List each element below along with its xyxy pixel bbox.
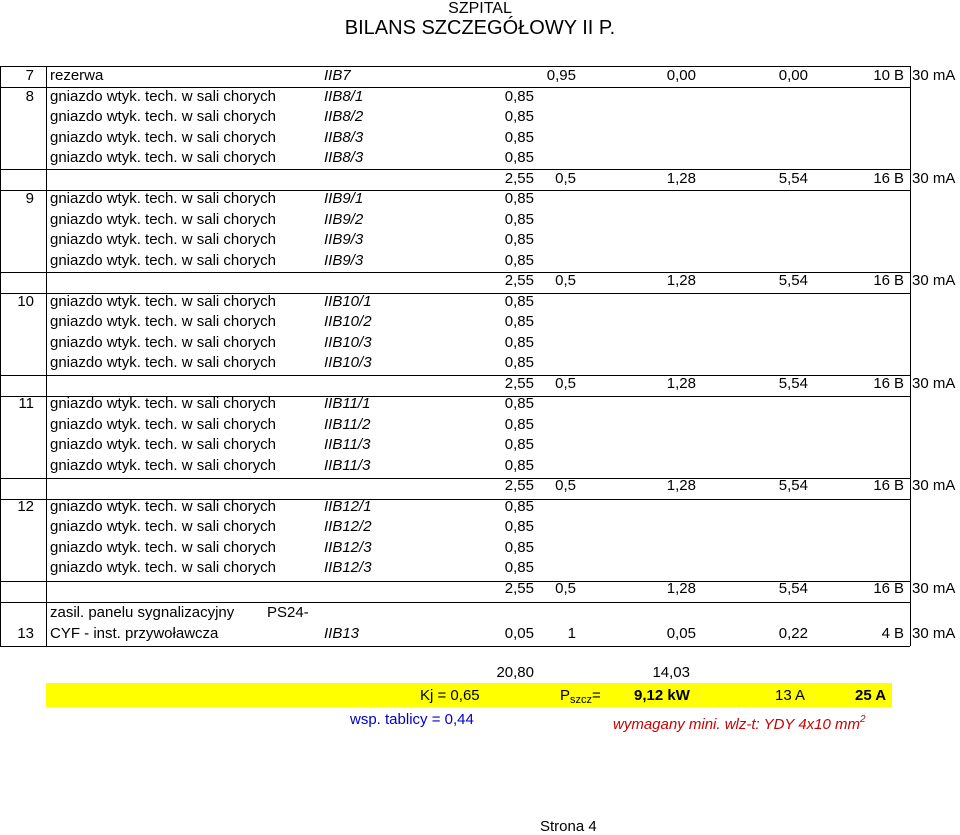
header-line1: SZPITAL bbox=[448, 0, 512, 17]
cell-b: 0,00 bbox=[778, 67, 808, 84]
cell-code: IIB11/1 bbox=[324, 395, 371, 412]
cell-p: 0,85 bbox=[504, 539, 534, 556]
cell-code: IIB12/3 bbox=[324, 559, 372, 576]
cell-lp: 7 bbox=[25, 67, 34, 84]
cell-code: IIB11/2 bbox=[324, 416, 371, 433]
cell-code: IIB9/3 bbox=[324, 231, 364, 248]
cell-code: IIB10/3 bbox=[324, 334, 372, 351]
cell-pi: 0,5 bbox=[555, 170, 576, 187]
cell-prot: 16 bbox=[873, 170, 890, 187]
cell-name: gniazdo wtyk. tech. w sali chorych bbox=[50, 313, 276, 330]
cell-name: gniazdo wtyk. tech. w sali chorych bbox=[50, 436, 276, 453]
cell-lp: 8 bbox=[25, 88, 34, 105]
table-rule bbox=[0, 499, 910, 500]
cell-p: 0,85 bbox=[504, 88, 534, 105]
fuse-value: 25 A bbox=[855, 687, 887, 704]
cell-code: IIB10/1 bbox=[324, 293, 372, 310]
cell-lp: 11 bbox=[18, 395, 34, 412]
cell-p: 2,55 bbox=[504, 375, 534, 392]
cell-ch: B bbox=[894, 272, 905, 289]
cell-b: 5,54 bbox=[778, 375, 808, 392]
cell-a: 1,28 bbox=[666, 477, 696, 494]
cell-name: gniazdo wtyk. tech. w sali chorych bbox=[50, 416, 276, 433]
cell-pi: 0,5 bbox=[555, 375, 576, 392]
row13-name-line1b: PS24- bbox=[267, 604, 309, 621]
cell-code: IIB8/3 bbox=[324, 149, 364, 166]
total-a: 14,03 bbox=[652, 664, 690, 681]
table-rule bbox=[0, 293, 910, 294]
cell-code: IIB11/3 bbox=[324, 457, 371, 474]
cell-b: 5,54 bbox=[778, 477, 808, 494]
table-rule bbox=[0, 87, 910, 88]
cell-code: IIB8/2 bbox=[324, 108, 364, 125]
cell-p: 0,85 bbox=[504, 190, 534, 207]
row13-name-line2: CYF - inst. przywoławcza bbox=[50, 625, 219, 642]
pszcz-value: 9,12 kW bbox=[634, 687, 690, 704]
cell-name: gniazdo wtyk. tech. w sali chorych bbox=[50, 498, 276, 515]
cell-p: 2,55 bbox=[504, 272, 534, 289]
cell-ch: B bbox=[894, 375, 905, 392]
cell-rcd: 30 mA bbox=[912, 170, 956, 187]
cell-b: 5,54 bbox=[778, 272, 808, 289]
cell-prot: 16 bbox=[873, 477, 890, 494]
cell-p: 0,85 bbox=[504, 559, 534, 576]
cell-name: gniazdo wtyk. tech. w sali chorych bbox=[50, 108, 276, 125]
cell-lp: 10 bbox=[17, 293, 34, 310]
cell-code: IIB12/1 bbox=[324, 498, 372, 515]
cell-name: gniazdo wtyk. tech. w sali chorych bbox=[50, 129, 276, 146]
cell-a: 1,28 bbox=[666, 170, 696, 187]
cell-prot: 16 bbox=[873, 272, 890, 289]
cell-p: 0,85 bbox=[504, 395, 534, 412]
table-vrule bbox=[46, 66, 47, 646]
row13-ch: B bbox=[894, 625, 905, 642]
pszcz-label: $P_{szcz}=$ bbox=[560, 687, 601, 706]
cell-p: 2,55 bbox=[504, 170, 534, 187]
row13-p: 0,05 bbox=[504, 625, 534, 642]
cell-name: gniazdo wtyk. tech. w sali chorych bbox=[50, 354, 276, 371]
cell-p: 0,85 bbox=[504, 498, 534, 515]
table-rule bbox=[0, 169, 910, 170]
cell-p: 2,55 bbox=[504, 477, 534, 494]
cell-pi: 0,5 bbox=[555, 272, 576, 289]
cell-pi: 0,5 bbox=[555, 477, 576, 494]
cell-p: 0,85 bbox=[504, 313, 534, 330]
cell-name: gniazdo wtyk. tech. w sali chorych bbox=[50, 211, 276, 228]
cell-prot: 10 bbox=[873, 67, 890, 84]
cell-p: 0,85 bbox=[504, 436, 534, 453]
cell-code: IIB7 bbox=[324, 67, 351, 84]
cell-rcd: 30 mA bbox=[912, 477, 956, 494]
cell-code: IIB10/3 bbox=[324, 354, 372, 371]
row13-a: 0,05 bbox=[666, 625, 696, 642]
wsp-tablicy: wsp. tablicy = 0,44 bbox=[350, 711, 474, 728]
cell-name: gniazdo wtyk. tech. w sali chorych bbox=[50, 149, 276, 166]
cell-code: IIB12/3 bbox=[324, 539, 372, 556]
cell-rcd: 30 mA bbox=[912, 67, 956, 84]
cell-code: IIB12/2 bbox=[324, 518, 372, 535]
cell-name: rezerwa bbox=[50, 67, 104, 84]
page-footer: Strona 4 bbox=[540, 818, 597, 835]
cell-ch: B bbox=[894, 170, 905, 187]
cell-code: IIB11/3 bbox=[324, 436, 371, 453]
cell-name: gniazdo wtyk. tech. w sali chorych bbox=[50, 559, 276, 576]
cell-a: 1,28 bbox=[666, 375, 696, 392]
cell-p: 0,85 bbox=[504, 252, 534, 269]
cell-name: gniazdo wtyk. tech. w sali chorych bbox=[50, 334, 276, 351]
cell-name: gniazdo wtyk. tech. w sali chorych bbox=[50, 231, 276, 248]
cell-name: gniazdo wtyk. tech. w sali chorych bbox=[50, 457, 276, 474]
cell-code: IIB9/3 bbox=[324, 252, 364, 269]
row13-lp: 13 bbox=[17, 625, 34, 642]
cell-rcd: 30 mA bbox=[912, 272, 956, 289]
cell-rcd: 30 mA bbox=[912, 580, 956, 597]
cell-pi: 0,95 bbox=[546, 67, 576, 84]
cell-a: 1,28 bbox=[666, 272, 696, 289]
table-rule bbox=[0, 581, 910, 582]
cell-p: 0,85 bbox=[504, 129, 534, 146]
cell-lp: 12 bbox=[17, 498, 34, 515]
table-rule bbox=[0, 646, 910, 647]
cell-p: 0,85 bbox=[504, 354, 534, 371]
table-vrule bbox=[0, 66, 1, 646]
row13-b: 0,22 bbox=[778, 625, 808, 642]
row13-code: IIB13 bbox=[324, 625, 360, 642]
cell-p: 0,85 bbox=[504, 334, 534, 351]
cell-p: 0,85 bbox=[504, 231, 534, 248]
table-rule bbox=[0, 478, 910, 479]
cell-name: gniazdo wtyk. tech. w sali chorych bbox=[50, 293, 276, 310]
cell-a: 1,28 bbox=[666, 580, 696, 597]
row13-rcd: 30 mA bbox=[912, 625, 956, 642]
cell-pi: 0,5 bbox=[555, 580, 576, 597]
cell-name: gniazdo wtyk. tech. w sali chorych bbox=[50, 252, 276, 269]
table-vrule bbox=[910, 66, 911, 646]
cell-lp: 9 bbox=[25, 190, 34, 207]
cell-name: gniazdo wtyk. tech. w sali chorych bbox=[50, 190, 276, 207]
header-line2: BILANS SZCZEGÓŁOWY II P. bbox=[344, 17, 616, 39]
current-value: 13 A bbox=[775, 687, 806, 704]
kj-value: Kj = 0,65 bbox=[420, 687, 480, 704]
cell-name: gniazdo wtyk. tech. w sali chorych bbox=[50, 395, 276, 412]
cell-b: 5,54 bbox=[778, 580, 808, 597]
cell-p: 0,85 bbox=[504, 416, 534, 433]
cell-ch: B bbox=[894, 67, 905, 84]
cell-p: 2,55 bbox=[504, 580, 534, 597]
cell-p: 0,85 bbox=[504, 149, 534, 166]
cell-p: 0,85 bbox=[504, 518, 534, 535]
cell-code: IIB9/2 bbox=[324, 211, 364, 228]
row13-prot: 4 bbox=[881, 625, 890, 642]
row13-name-line1: zasil. panelu sygnalizacyjny bbox=[50, 604, 235, 621]
wlz-requirement: wymagany mini. wlz-t: YDY 4x10 $mm^2$ bbox=[613, 714, 866, 733]
total-p: 20,80 bbox=[496, 664, 534, 681]
cell-prot: 16 bbox=[873, 375, 890, 392]
cell-p: 0,85 bbox=[504, 108, 534, 125]
cell-p: 0,85 bbox=[504, 293, 534, 310]
cell-name: gniazdo wtyk. tech. w sali chorych bbox=[50, 88, 276, 105]
cell-b: 5,54 bbox=[778, 170, 808, 187]
table-rule bbox=[0, 396, 910, 397]
cell-code: IIB8/1 bbox=[324, 88, 364, 105]
cell-p: 0,85 bbox=[504, 211, 534, 228]
table-rule bbox=[0, 375, 910, 376]
table-rule bbox=[0, 66, 910, 67]
cell-rcd: 30 mA bbox=[912, 375, 956, 392]
cell-code: IIB8/3 bbox=[324, 129, 364, 146]
cell-ch: B bbox=[894, 477, 905, 494]
cell-ch: B bbox=[894, 580, 905, 597]
cell-a: 0,00 bbox=[666, 67, 696, 84]
cell-code: IIB10/2 bbox=[324, 313, 372, 330]
cell-code: IIB9/1 bbox=[324, 190, 364, 207]
table-rule bbox=[0, 602, 910, 603]
table-rule bbox=[0, 272, 910, 273]
cell-name: gniazdo wtyk. tech. w sali chorych bbox=[50, 518, 276, 535]
cell-prot: 16 bbox=[873, 580, 890, 597]
cell-p: 0,85 bbox=[504, 457, 534, 474]
row13-pi: 1 bbox=[567, 625, 576, 642]
cell-name: gniazdo wtyk. tech. w sali chorych bbox=[50, 539, 276, 556]
table-rule bbox=[0, 190, 910, 191]
